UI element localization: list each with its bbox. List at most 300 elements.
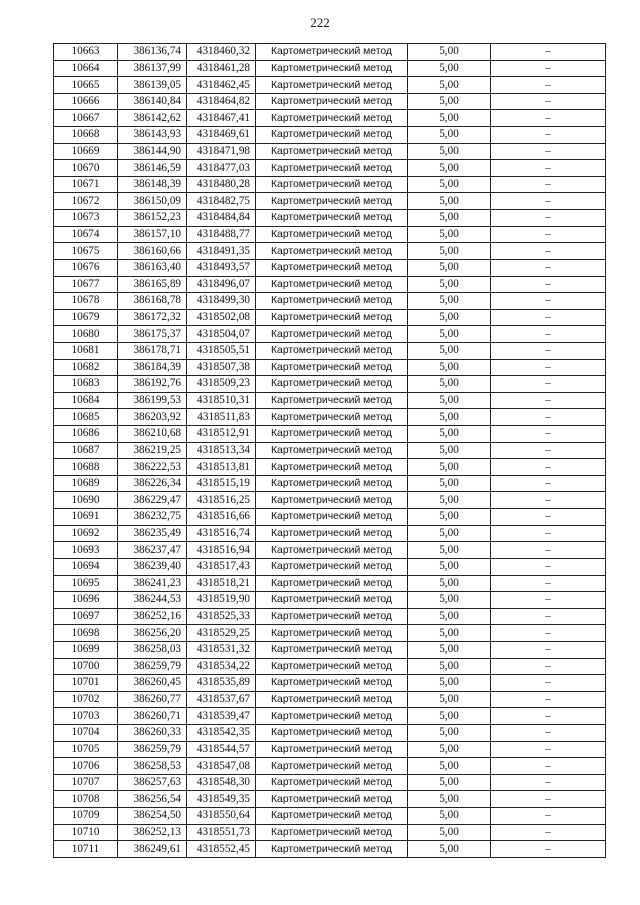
point-number-cell: 10676 — [54, 259, 118, 276]
point-number-cell: 10683 — [54, 376, 118, 393]
point-number-cell: 10693 — [54, 542, 118, 559]
table-row — [54, 442, 606, 459]
y-coordinate-cell: 4318542,35 — [187, 724, 256, 741]
table-row — [54, 110, 606, 127]
x-coordinate-cell: 386252,16 — [118, 608, 187, 625]
x-coordinate-cell: 386210,68 — [118, 426, 187, 443]
method-cell: Картометрический метод — [256, 791, 408, 808]
note-cell: – — [491, 44, 606, 61]
table-row — [54, 176, 606, 193]
table-row — [54, 625, 606, 642]
point-number-cell: 10680 — [54, 326, 118, 343]
y-coordinate-cell: 4318531,32 — [187, 641, 256, 658]
x-coordinate-cell: 386139,05 — [118, 77, 187, 94]
method-cell: Картометрический метод — [256, 210, 408, 227]
point-number-cell: 10682 — [54, 359, 118, 376]
y-coordinate-cell: 4318534,22 — [187, 658, 256, 675]
table-row — [54, 210, 606, 227]
x-coordinate-cell: 386140,84 — [118, 93, 187, 110]
table-row — [54, 160, 606, 177]
x-coordinate-cell: 386178,71 — [118, 342, 187, 359]
point-number-cell: 10698 — [54, 625, 118, 642]
method-cell: Картометрический метод — [256, 93, 408, 110]
point-number-cell: 10666 — [54, 93, 118, 110]
method-cell: Картометрический метод — [256, 808, 408, 825]
y-coordinate-cell: 4318513,34 — [187, 442, 256, 459]
note-cell: – — [491, 426, 606, 443]
table-row — [54, 193, 606, 210]
accuracy-cell: 5,00 — [408, 658, 491, 675]
table-row — [54, 60, 606, 77]
method-cell: Картометрический метод — [256, 509, 408, 526]
point-number-cell: 10679 — [54, 309, 118, 326]
accuracy-cell: 5,00 — [408, 409, 491, 426]
table-row — [54, 376, 606, 393]
method-cell: Картометрический метод — [256, 542, 408, 559]
x-coordinate-cell: 386259,79 — [118, 658, 187, 675]
x-coordinate-cell: 386144,90 — [118, 143, 187, 160]
table-row — [54, 276, 606, 293]
coordinates-table — [53, 43, 606, 858]
table-row — [54, 127, 606, 144]
accuracy-cell: 5,00 — [408, 392, 491, 409]
table-row — [54, 724, 606, 741]
table-row — [54, 44, 606, 61]
note-cell: – — [491, 176, 606, 193]
y-coordinate-cell: 4318544,57 — [187, 741, 256, 758]
point-number-cell: 10669 — [54, 143, 118, 160]
y-coordinate-cell: 4318516,74 — [187, 525, 256, 542]
point-number-cell: 10667 — [54, 110, 118, 127]
note-cell: – — [491, 558, 606, 575]
accuracy-cell: 5,00 — [408, 60, 491, 77]
x-coordinate-cell: 386137,99 — [118, 60, 187, 77]
table-row — [54, 509, 606, 526]
point-number-cell: 10703 — [54, 708, 118, 725]
y-coordinate-cell: 4318509,23 — [187, 376, 256, 393]
note-cell: – — [491, 708, 606, 725]
table-row — [54, 525, 606, 542]
method-cell: Картометрический метод — [256, 110, 408, 127]
table-row — [54, 841, 606, 858]
accuracy-cell: 5,00 — [408, 243, 491, 260]
y-coordinate-cell: 4318552,45 — [187, 841, 256, 858]
accuracy-cell: 5,00 — [408, 160, 491, 177]
x-coordinate-cell: 386260,45 — [118, 675, 187, 692]
x-coordinate-cell: 386260,71 — [118, 708, 187, 725]
accuracy-cell: 5,00 — [408, 176, 491, 193]
note-cell: – — [491, 824, 606, 841]
table-row — [54, 77, 606, 94]
point-number-cell: 10674 — [54, 226, 118, 243]
point-number-cell: 10704 — [54, 724, 118, 741]
method-cell: Картометрический метод — [256, 193, 408, 210]
y-coordinate-cell: 4318491,35 — [187, 243, 256, 260]
point-number-cell: 10691 — [54, 509, 118, 526]
method-cell: Картометрический метод — [256, 525, 408, 542]
accuracy-cell: 5,00 — [408, 359, 491, 376]
accuracy-cell: 5,00 — [408, 459, 491, 476]
table-row — [54, 293, 606, 310]
accuracy-cell: 5,00 — [408, 592, 491, 609]
point-number-cell: 10663 — [54, 44, 118, 61]
y-coordinate-cell: 4318502,08 — [187, 309, 256, 326]
note-cell: – — [491, 77, 606, 94]
note-cell: – — [491, 774, 606, 791]
point-number-cell: 10711 — [54, 841, 118, 858]
table-row — [54, 641, 606, 658]
x-coordinate-cell: 386152,23 — [118, 210, 187, 227]
note-cell: – — [491, 641, 606, 658]
x-coordinate-cell: 386146,59 — [118, 160, 187, 177]
method-cell: Картометрический метод — [256, 824, 408, 841]
y-coordinate-cell: 4318507,38 — [187, 359, 256, 376]
note-cell: – — [491, 193, 606, 210]
table-row — [54, 259, 606, 276]
x-coordinate-cell: 386163,40 — [118, 259, 187, 276]
point-number-cell: 10670 — [54, 160, 118, 177]
note-cell: – — [491, 342, 606, 359]
method-cell: Картометрический метод — [256, 326, 408, 343]
point-number-cell: 10684 — [54, 392, 118, 409]
note-cell: – — [491, 808, 606, 825]
accuracy-cell: 5,00 — [408, 608, 491, 625]
point-number-cell: 10697 — [54, 608, 118, 625]
accuracy-cell: 5,00 — [408, 575, 491, 592]
x-coordinate-cell: 386226,34 — [118, 475, 187, 492]
x-coordinate-cell: 386235,49 — [118, 525, 187, 542]
y-coordinate-cell: 4318525,33 — [187, 608, 256, 625]
note-cell: – — [491, 110, 606, 127]
point-number-cell: 10699 — [54, 641, 118, 658]
point-number-cell: 10671 — [54, 176, 118, 193]
accuracy-cell: 5,00 — [408, 641, 491, 658]
y-coordinate-cell: 4318516,66 — [187, 509, 256, 526]
table-row — [54, 691, 606, 708]
table-row — [54, 658, 606, 675]
point-number-cell: 10705 — [54, 741, 118, 758]
accuracy-cell: 5,00 — [408, 708, 491, 725]
note-cell: – — [491, 259, 606, 276]
x-coordinate-cell: 386184,39 — [118, 359, 187, 376]
x-coordinate-cell: 386254,50 — [118, 808, 187, 825]
x-coordinate-cell: 386172,32 — [118, 309, 187, 326]
y-coordinate-cell: 4318480,28 — [187, 176, 256, 193]
point-number-cell: 10675 — [54, 243, 118, 260]
accuracy-cell: 5,00 — [408, 741, 491, 758]
accuracy-cell: 5,00 — [408, 309, 491, 326]
table-row — [54, 409, 606, 426]
note-cell: – — [491, 392, 606, 409]
method-cell: Картометрический метод — [256, 774, 408, 791]
accuracy-cell: 5,00 — [408, 475, 491, 492]
accuracy-cell: 5,00 — [408, 226, 491, 243]
point-number-cell: 10688 — [54, 459, 118, 476]
accuracy-cell: 5,00 — [408, 675, 491, 692]
y-coordinate-cell: 4318535,89 — [187, 675, 256, 692]
accuracy-cell: 5,00 — [408, 326, 491, 343]
x-coordinate-cell: 386249,61 — [118, 841, 187, 858]
note-cell: – — [491, 509, 606, 526]
x-coordinate-cell: 386148,39 — [118, 176, 187, 193]
note-cell: – — [491, 841, 606, 858]
accuracy-cell: 5,00 — [408, 509, 491, 526]
note-cell: – — [491, 475, 606, 492]
note-cell: – — [491, 791, 606, 808]
table-row — [54, 309, 606, 326]
table-row — [54, 824, 606, 841]
table-row — [54, 342, 606, 359]
method-cell: Картометрический метод — [256, 608, 408, 625]
note-cell: – — [491, 60, 606, 77]
y-coordinate-cell: 4318496,07 — [187, 276, 256, 293]
x-coordinate-cell: 386256,20 — [118, 625, 187, 642]
y-coordinate-cell: 4318512,91 — [187, 426, 256, 443]
table-row — [54, 542, 606, 559]
x-coordinate-cell: 386143,93 — [118, 127, 187, 144]
x-coordinate-cell: 386260,33 — [118, 724, 187, 741]
y-coordinate-cell: 4318515,19 — [187, 475, 256, 492]
point-number-cell: 10686 — [54, 426, 118, 443]
note-cell: – — [491, 326, 606, 343]
method-cell: Картометрический метод — [256, 160, 408, 177]
y-coordinate-cell: 4318537,67 — [187, 691, 256, 708]
x-coordinate-cell: 386239,40 — [118, 558, 187, 575]
x-coordinate-cell: 386175,37 — [118, 326, 187, 343]
method-cell: Картометрический метод — [256, 77, 408, 94]
table-row — [54, 708, 606, 725]
x-coordinate-cell: 386241,23 — [118, 575, 187, 592]
x-coordinate-cell: 386136,74 — [118, 44, 187, 61]
accuracy-cell: 5,00 — [408, 342, 491, 359]
point-number-cell: 10664 — [54, 60, 118, 77]
x-coordinate-cell: 386260,77 — [118, 691, 187, 708]
method-cell: Картометрический метод — [256, 758, 408, 775]
y-coordinate-cell: 4318477,03 — [187, 160, 256, 177]
x-coordinate-cell: 386199,53 — [118, 392, 187, 409]
method-cell: Картометрический метод — [256, 392, 408, 409]
point-number-cell: 10702 — [54, 691, 118, 708]
point-number-cell: 10689 — [54, 475, 118, 492]
accuracy-cell: 5,00 — [408, 724, 491, 741]
y-coordinate-cell: 4318499,30 — [187, 293, 256, 310]
accuracy-cell: 5,00 — [408, 442, 491, 459]
method-cell: Картометрический метод — [256, 226, 408, 243]
table-row — [54, 326, 606, 343]
y-coordinate-cell: 4318539,47 — [187, 708, 256, 725]
note-cell: – — [491, 276, 606, 293]
method-cell: Картометрический метод — [256, 44, 408, 61]
method-cell: Картометрический метод — [256, 724, 408, 741]
accuracy-cell: 5,00 — [408, 193, 491, 210]
note-cell: – — [491, 143, 606, 160]
y-coordinate-cell: 4318529,25 — [187, 625, 256, 642]
table-row — [54, 93, 606, 110]
method-cell: Картометрический метод — [256, 342, 408, 359]
point-number-cell: 10678 — [54, 293, 118, 310]
table-row — [54, 575, 606, 592]
point-number-cell: 10694 — [54, 558, 118, 575]
accuracy-cell: 5,00 — [408, 758, 491, 775]
y-coordinate-cell: 4318469,61 — [187, 127, 256, 144]
x-coordinate-cell: 386244,53 — [118, 592, 187, 609]
y-coordinate-cell: 4318461,28 — [187, 60, 256, 77]
y-coordinate-cell: 4318493,57 — [187, 259, 256, 276]
y-coordinate-cell: 4318519,90 — [187, 592, 256, 609]
y-coordinate-cell: 4318505,51 — [187, 342, 256, 359]
x-coordinate-cell: 386229,47 — [118, 492, 187, 509]
x-coordinate-cell: 386168,78 — [118, 293, 187, 310]
table-row — [54, 226, 606, 243]
note-cell: – — [491, 409, 606, 426]
accuracy-cell: 5,00 — [408, 44, 491, 61]
x-coordinate-cell: 386252,13 — [118, 824, 187, 841]
method-cell: Картометрический метод — [256, 741, 408, 758]
point-number-cell: 10685 — [54, 409, 118, 426]
note-cell: – — [491, 376, 606, 393]
x-coordinate-cell: 386222,53 — [118, 459, 187, 476]
accuracy-cell: 5,00 — [408, 824, 491, 841]
point-number-cell: 10709 — [54, 808, 118, 825]
note-cell: – — [491, 625, 606, 642]
accuracy-cell: 5,00 — [408, 376, 491, 393]
table-row — [54, 592, 606, 609]
note-cell: – — [491, 542, 606, 559]
x-coordinate-cell: 386192,76 — [118, 376, 187, 393]
note-cell: – — [491, 724, 606, 741]
table-row — [54, 359, 606, 376]
accuracy-cell: 5,00 — [408, 110, 491, 127]
method-cell: Картометрический метод — [256, 459, 408, 476]
note-cell: – — [491, 758, 606, 775]
table-row — [54, 392, 606, 409]
x-coordinate-cell: 386257,63 — [118, 774, 187, 791]
y-coordinate-cell: 4318464,82 — [187, 93, 256, 110]
y-coordinate-cell: 4318548,30 — [187, 774, 256, 791]
note-cell: – — [491, 93, 606, 110]
accuracy-cell: 5,00 — [408, 525, 491, 542]
table-row — [54, 459, 606, 476]
table-row — [54, 558, 606, 575]
method-cell: Картометрический метод — [256, 276, 408, 293]
note-cell: – — [491, 309, 606, 326]
table-row — [54, 774, 606, 791]
method-cell: Картометрический метод — [256, 641, 408, 658]
accuracy-cell: 5,00 — [408, 426, 491, 443]
y-coordinate-cell: 4318549,35 — [187, 791, 256, 808]
y-coordinate-cell: 4318460,32 — [187, 44, 256, 61]
table-row — [54, 243, 606, 260]
point-number-cell: 10692 — [54, 525, 118, 542]
accuracy-cell: 5,00 — [408, 93, 491, 110]
point-number-cell: 10710 — [54, 824, 118, 841]
x-coordinate-cell: 386142,62 — [118, 110, 187, 127]
accuracy-cell: 5,00 — [408, 558, 491, 575]
page-number: 222 — [310, 15, 330, 30]
x-coordinate-cell: 386258,03 — [118, 641, 187, 658]
point-number-cell: 10707 — [54, 774, 118, 791]
accuracy-cell: 5,00 — [408, 293, 491, 310]
y-coordinate-cell: 4318462,45 — [187, 77, 256, 94]
point-number-cell: 10696 — [54, 592, 118, 609]
note-cell: – — [491, 675, 606, 692]
y-coordinate-cell: 4318518,21 — [187, 575, 256, 592]
y-coordinate-cell: 4318488,77 — [187, 226, 256, 243]
point-number-cell: 10668 — [54, 127, 118, 144]
point-number-cell: 10708 — [54, 791, 118, 808]
note-cell: – — [491, 492, 606, 509]
method-cell: Картометрический метод — [256, 442, 408, 459]
note-cell: – — [491, 160, 606, 177]
point-number-cell: 10690 — [54, 492, 118, 509]
accuracy-cell: 5,00 — [408, 210, 491, 227]
x-coordinate-cell: 386203,92 — [118, 409, 187, 426]
x-coordinate-cell: 386256,54 — [118, 791, 187, 808]
accuracy-cell: 5,00 — [408, 791, 491, 808]
point-number-cell: 10695 — [54, 575, 118, 592]
note-cell: – — [491, 575, 606, 592]
y-coordinate-cell: 4318516,94 — [187, 542, 256, 559]
table-row — [54, 608, 606, 625]
point-number-cell: 10677 — [54, 276, 118, 293]
accuracy-cell: 5,00 — [408, 625, 491, 642]
method-cell: Картометрический метод — [256, 143, 408, 160]
x-coordinate-cell: 386165,89 — [118, 276, 187, 293]
y-coordinate-cell: 4318547,08 — [187, 758, 256, 775]
note-cell: – — [491, 459, 606, 476]
method-cell: Картометрический метод — [256, 176, 408, 193]
y-coordinate-cell: 4318484,84 — [187, 210, 256, 227]
y-coordinate-cell: 4318510,31 — [187, 392, 256, 409]
note-cell: – — [491, 741, 606, 758]
point-number-cell: 10681 — [54, 342, 118, 359]
note-cell: – — [491, 442, 606, 459]
point-number-cell: 10687 — [54, 442, 118, 459]
method-cell: Картометрический метод — [256, 409, 408, 426]
accuracy-cell: 5,00 — [408, 77, 491, 94]
note-cell: – — [491, 658, 606, 675]
accuracy-cell: 5,00 — [408, 774, 491, 791]
x-coordinate-cell: 386232,75 — [118, 509, 187, 526]
note-cell: – — [491, 608, 606, 625]
table-row — [54, 758, 606, 775]
accuracy-cell: 5,00 — [408, 691, 491, 708]
method-cell: Картометрический метод — [256, 243, 408, 260]
method-cell: Картометрический метод — [256, 359, 408, 376]
y-coordinate-cell: 4318504,07 — [187, 326, 256, 343]
accuracy-cell: 5,00 — [408, 542, 491, 559]
y-coordinate-cell: 4318513,81 — [187, 459, 256, 476]
method-cell: Картометрический метод — [256, 376, 408, 393]
method-cell: Картометрический метод — [256, 658, 408, 675]
method-cell: Картометрический метод — [256, 575, 408, 592]
note-cell: – — [491, 210, 606, 227]
note-cell: – — [491, 293, 606, 310]
method-cell: Картометрический метод — [256, 558, 408, 575]
x-coordinate-cell: 386237,47 — [118, 542, 187, 559]
table-row — [54, 741, 606, 758]
method-cell: Картометрический метод — [256, 841, 408, 858]
method-cell: Картометрический метод — [256, 426, 408, 443]
note-cell: – — [491, 592, 606, 609]
x-coordinate-cell: 386157,10 — [118, 226, 187, 243]
table-row — [54, 808, 606, 825]
note-cell: – — [491, 691, 606, 708]
y-coordinate-cell: 4318517,43 — [187, 558, 256, 575]
point-number-cell: 10706 — [54, 758, 118, 775]
note-cell: – — [491, 525, 606, 542]
method-cell: Картометрический метод — [256, 691, 408, 708]
